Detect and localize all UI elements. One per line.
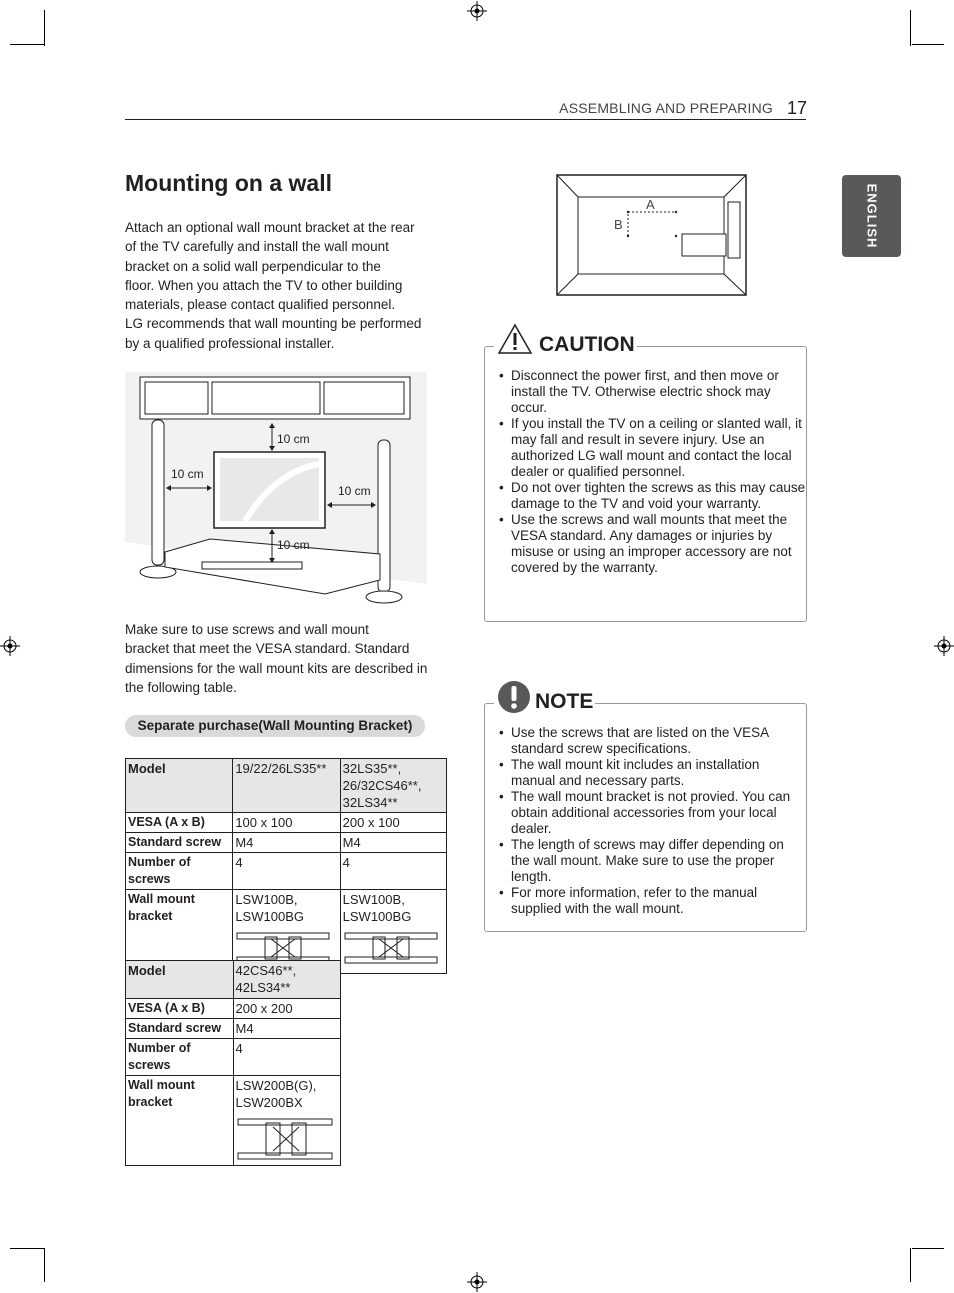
warning-triangle-icon <box>497 323 533 355</box>
table-cell: LSW200B(G), LSW200BX <box>233 1076 341 1166</box>
list-item: • Do not over tighten the screws as this may cause damage to the TV and void your warranty. <box>511 480 806 512</box>
clearance-top-label: 10 cm <box>277 432 310 446</box>
table-cell: 32LS35**, 26/32CS46**, 32LS34** <box>340 759 446 813</box>
registration-mark-icon <box>467 1 487 21</box>
table-header: Number of screws <box>126 853 233 890</box>
note-box <box>484 703 807 932</box>
table-row <box>126 1039 341 1076</box>
header-divider <box>125 119 806 120</box>
list-item: • Use the screws that are listed on the VESA standard screw specifications. <box>511 725 806 757</box>
table-row <box>126 961 341 999</box>
clearance-left-label: 10 cm <box>171 467 204 481</box>
table-header: Model <box>126 759 233 813</box>
table-header: Standard screw <box>126 833 233 853</box>
table-header: Wall mount bracket <box>126 1076 234 1166</box>
wall-bracket-image <box>343 931 439 965</box>
clearance-bottom-label: 10 cm <box>277 538 310 552</box>
caution-title: CAUTION <box>539 333 635 356</box>
table-cell: 200 x 100 <box>340 813 446 833</box>
spec-table-2 <box>125 960 341 1166</box>
table-cell: 4 <box>233 853 340 890</box>
list-item: • Disconnect the power first, and then move or install the TV. Otherwise electric shock may occur. <box>511 368 806 416</box>
table-row <box>126 853 447 890</box>
table-cell: 4 <box>340 853 446 890</box>
table-cell: M4 <box>233 1019 341 1039</box>
table-cell: 200 x 200 <box>233 999 341 1019</box>
crop-mark <box>912 44 944 45</box>
note-title: NOTE <box>535 690 594 713</box>
crop-mark <box>910 1248 911 1282</box>
table-cell: LSW100B, LSW100BG <box>233 890 340 974</box>
table-header: Number of screws <box>126 1039 234 1076</box>
table-cell: 4 <box>233 1039 341 1076</box>
crop-mark <box>10 44 44 45</box>
table-cell: M4 <box>340 833 446 853</box>
caution-box <box>484 346 807 622</box>
table-row <box>126 999 341 1019</box>
vesa-dimension-illustration <box>556 174 747 296</box>
table-header: Standard screw <box>126 1019 234 1039</box>
table-row <box>126 1076 341 1166</box>
table-cell: M4 <box>233 833 340 853</box>
crop-mark <box>44 10 45 46</box>
table-cell: 100 x 100 <box>233 813 340 833</box>
vesa-paragraph: Make sure to use screws and wall mount bracket that meet the VESA standard. Standard dimensions for the wall mount kits are described in the following table. <box>125 622 428 695</box>
list-item: • The wall mount bracket is not provied. You can obtain additional accessories from your local dealer. <box>511 789 806 837</box>
table-row <box>126 833 447 853</box>
table-header: Model <box>126 961 234 999</box>
dimension-a-label: A <box>646 197 655 212</box>
table-header: VESA (A x B) <box>126 813 233 833</box>
registration-mark-icon <box>934 636 954 656</box>
list-item: • The length of screws may differ depending on the wall mount. Make sure to use the proper length. <box>511 837 806 885</box>
list-item: • The wall mount kit includes an installation manual and necessary parts. <box>511 757 806 789</box>
crop-mark <box>10 1248 44 1249</box>
table-cell: LSW100B, LSW100BG <box>340 890 446 974</box>
list-item: • If you install the TV on a ceiling or slanted wall, it may fall and result in severe injury. Use an authorized LG wall mount and contact the local dealer or qualified personnel. <box>511 416 806 480</box>
spec-table-1 <box>125 758 447 974</box>
wall-mount-illustration <box>125 372 427 604</box>
table-cell: 19/22/26LS35** <box>233 759 340 813</box>
language-tab: ENGLISH <box>842 175 901 257</box>
registration-mark-icon <box>0 636 20 656</box>
intro-paragraph: Attach an optional wall mount bracket at the rear of the TV carefully and install the wall mount bracket on a solid wall perpendicular to the floor. When you attach the TV to other building materials, please contact qualified personnel. LG recommends that wall mounting be performed by a qualified professional installer. <box>125 220 422 351</box>
page-number: 17 <box>787 98 808 118</box>
wall-bracket-image <box>236 1117 334 1161</box>
crop-mark <box>910 10 911 46</box>
registration-mark-icon <box>467 1272 487 1292</box>
table-row <box>126 759 447 813</box>
table-header: Wall mount bracket <box>126 890 233 974</box>
table-row <box>126 1019 341 1039</box>
dimension-b-label: B <box>614 217 623 232</box>
crop-mark <box>912 1248 944 1249</box>
page-title: Mounting on a wall <box>125 170 332 196</box>
table-row <box>126 813 447 833</box>
list-item: • For more information, refer to the manual supplied with the wall mount. <box>511 885 806 917</box>
crop-mark <box>44 1248 45 1282</box>
table-cell: 42CS46**, 42LS34** <box>233 961 341 999</box>
clearance-right-label: 10 cm <box>338 484 371 498</box>
section-header: ASSEMBLING AND PREPARING <box>559 100 773 116</box>
separate-purchase-label: Separate purchase(Wall Mounting Bracket) <box>125 715 425 737</box>
table-header: VESA (A x B) <box>126 999 234 1019</box>
note-exclamation-icon <box>497 680 531 714</box>
list-item: • Use the screws and wall mounts that meet the VESA standard. Any damages or injuries by misuse or using an improper accessory are not covered by the warranty. <box>511 512 806 576</box>
